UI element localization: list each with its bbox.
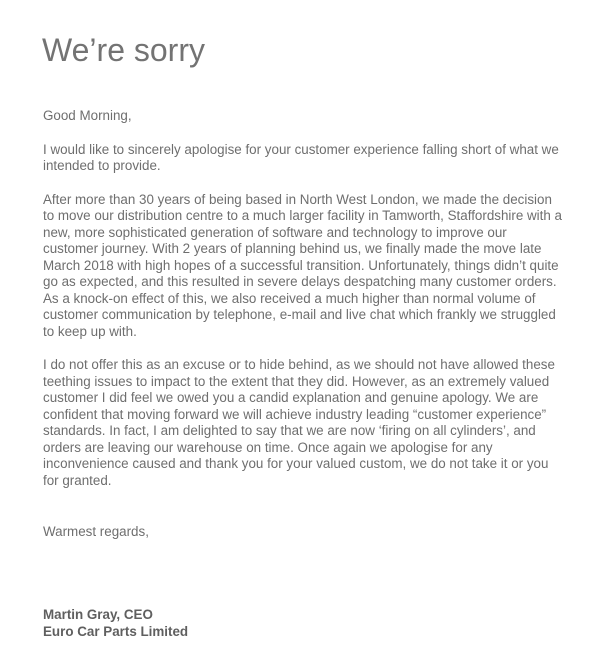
signature-company: Euro Car Parts Limited [43, 623, 189, 639]
letter-title: We’re sorry [42, 32, 205, 68]
letter-paragraph-apology: I would like to sincerely apologise for your customer experience falling short of what we intended to provide. [43, 141, 559, 173]
letter-paragraph-explanation: After more than 30 years of being based in North West London, we made the decision to move our distribution centre to a much larger facility in Tamworth, Staffordshire with a new, more sophisticated generation of software and technology to improve our customer journey. With 2 years of planning behind us, we finally made the move late March 2018 with high hopes of a successful transition. Unfortunately, things didn’t quite go as expected, and this resulted in severe delays despatching many customer orders. As a knock-on effect of this, we also received a much higher than normal volume of customer communication by telephone, e-mail and live chat which frankly we struggled to keep up with. [43, 191, 562, 339]
letter-greeting: Good Morning, [43, 108, 132, 123]
letter-signature [43, 607, 188, 640]
letter-paragraph-commitment: I do not offer this as an excuse or to hide behind, as we should not have allowed these teething issues to impact to the extent that they did. However, as an extremely valued customer I did feel we owed you a candid explanation and genuine apology. We are confident that moving forward we will achieve industry leading “customer experience” standards. In fact, I am delighted to say that we are now ‘firing on all cylinders’, and orders are leaving our warehouse on time. Once again we apologise for any inconvenience caused and thank you for your valued custom, we do not take it or you for granted. [43, 357, 555, 488]
letter-closing: Warmest regards, [43, 524, 149, 539]
signature-name: Martin Gray, CEO [43, 607, 153, 622]
letter-body [43, 108, 563, 506]
